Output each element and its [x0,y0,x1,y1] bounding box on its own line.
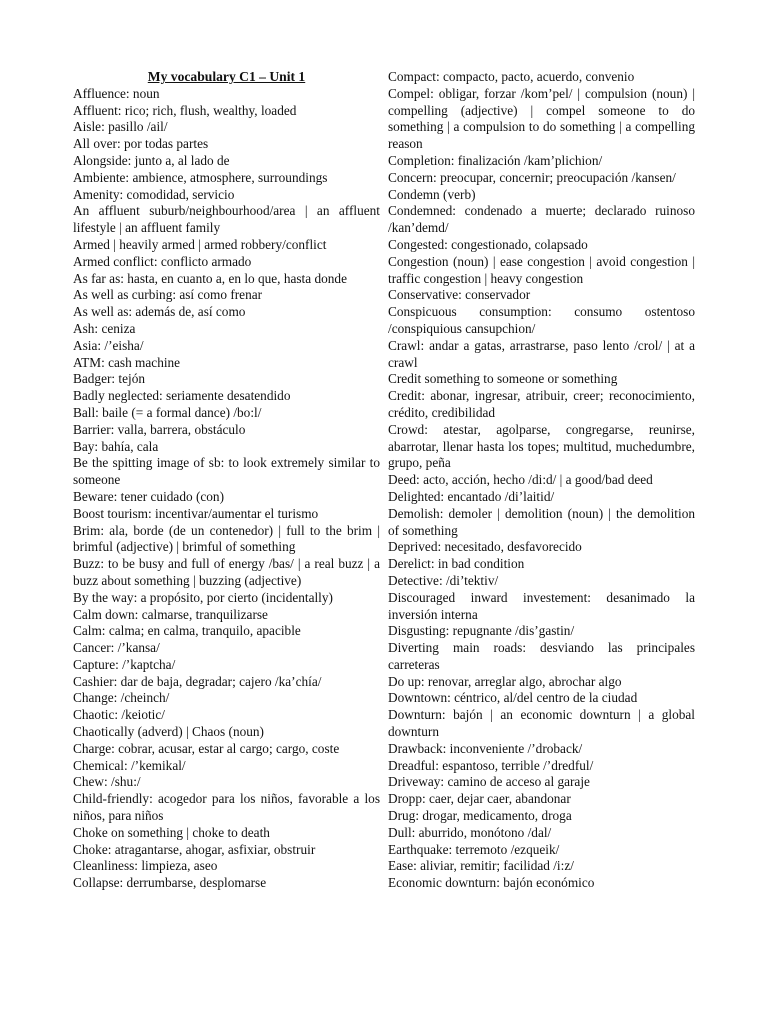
vocab-entry: Child-friendly: acogedor para los niños, favorable a los niños, para niños [73,791,380,824]
vocab-entry: Discouraged inward investement: desanimado la inversión interna [388,589,695,622]
vocab-entry: Change: /cheinch/ [73,690,170,706]
vocab-entry: Calm: calma; en calma, tranquilo, apacible [73,623,301,639]
vocab-entry: Capture: /’kaptcha/ [73,656,176,672]
vocab-entry: Beware: tener cuidado (con) [73,488,224,504]
vocab-entry: Cancer: /’kansa/ [73,640,160,656]
vocab-entry: Boost tourism: incentivar/aumentar el turismo [73,505,319,521]
vocab-entry: Affluence: noun [73,85,160,101]
vocab-entry: Dropp: caer, dejar caer, abandonar [388,791,571,807]
vocab-entry: Asia: /’eisha/ [73,337,144,353]
vocab-entry: Armed conflict: conflicto armado [73,253,252,269]
vocab-entry: Deed: acto, acción, hecho /di:d/ | a good/bad deed [388,472,653,488]
vocab-entry: Disgusting: repugnante /dis’gastin/ [388,623,575,639]
vocab-entry: As well as curbing: así como frenar [73,287,263,303]
vocab-entry: Brim: ala, borde (de un contenedor) | full to the brim | brimful (adjective) | brimful of something [73,522,380,555]
vocab-entry: Ball: baile (= a formal dance) /bo:l/ [73,404,262,420]
vocab-entry: Amenity: comodidad, servicio [73,186,235,202]
vocab-entry: Completion: finalización /kam’plichion/ [388,152,603,168]
vocab-entry: Ease: aliviar, remitir; facilidad /i:z/ [388,858,574,874]
vocab-entry: Congestion (noun) | ease congestion | avoid congestion | traffic congestion | heavy congestion [388,253,695,286]
vocab-entry: Chemical: /’kemikal/ [73,757,186,773]
vocab-entry: Compact: compacto, pacto, acuerdo, convenio [388,69,635,84]
vocab-entry: Credit something to someone or something [388,371,618,387]
vocab-entry: Calm down: calmarse, tranquilizarse [73,606,268,622]
vocab-entry: Compel: obligar, forzar /kom’pel/ | compulsion (noun) | compelling (adjective) | compel someone to do something | a compulsion to do something | a compelling reason [388,85,695,152]
vocab-entry: Be the spitting image of sb: to look extremely similar to someone [73,455,380,488]
vocab-entry: Detective: /di’tektiv/ [388,572,499,588]
vocab-entry: Do up: renovar, arreglar algo, abrochar algo [388,673,622,689]
vocab-entry: Cashier: dar de baja, degradar; cajero /ka’chía/ [73,673,322,689]
page-title: My vocabulary C1 – Unit 1 [147,69,306,84]
vocab-entry: Dreadful: espantoso, terrible /’dredful/ [388,757,594,773]
vocab-entry: Aisle: pasillo /ail/ [73,119,168,135]
vocab-entry: Ambiente: ambience, atmosphere, surroundings [73,169,328,185]
vocab-entry: Drug: drogar, medicamento, droga [388,808,572,824]
vocab-entry: Crowd: atestar, agolparse, congregarse, reunirse, abarrotar, llenar hasta los topes; multitud, muchedumbre, grupo, peña [388,421,695,471]
vocab-entry: Collapse: derrumbarse, desplomarse [73,875,267,891]
vocab-entry: Alongside: junto a, al lado de [73,152,230,168]
vocab-entry: Conservative: conservador [388,287,531,303]
vocab-entry: Choke: atragantarse, ahogar, asfixiar, obstruir [73,841,316,857]
vocab-entry: Condemned: condenado a muerte; declarado ruinoso /kan’demd/ [388,203,695,236]
vocab-entry: Barrier: valla, barrera, obstáculo [73,421,246,437]
vocab-entry: Delighted: encantado /di’laitid/ [388,488,555,504]
right-column [388,69,695,892]
vocab-entry: Ash: ceniza [73,320,136,336]
vocab-entry: Drawback: inconveniente /’droback/ [388,740,583,756]
vocab-entry: Charge: cobrar, acusar, estar al cargo; cargo, coste [73,740,340,756]
vocab-entry: Chew: /shu:/ [73,774,141,790]
vocab-entry: Earthquake: terremoto /ezqueik/ [388,841,560,857]
vocab-entry: Downturn: bajón | an economic downturn | a global downturn [388,707,695,740]
left-column [73,69,380,892]
vocab-entry: An affluent suburb/neighbourhood/area | an affluent lifestyle | an affluent family [73,203,380,236]
vocab-entry: Armed | heavily armed | armed robbery/conflict [73,236,327,252]
vocab-entry: All over: por todas partes [73,136,209,152]
vocab-entry: ATM: cash machine [73,354,181,370]
vocab-entry: Congested: congestionado, colapsado [388,236,588,252]
vocab-entry: Demolish: demoler | demolition (noun) | the demolition of something [388,505,695,538]
vocab-entry: Bay: bahía, cala [73,438,159,454]
vocab-entry: Conspicuous consumption: consumo ostentoso /conspiquious cansupchion/ [388,304,695,336]
vocab-entry: Badger: tejón [73,371,146,387]
vocab-entry: Cleanliness: limpieza, aseo [73,858,218,874]
vocab-entry: Affluent: rico; rich, flush, wealthy, loaded [73,102,297,118]
vocab-entry: Credit: abonar, ingresar, atribuir, creer; reconocimiento, crédito, credibilidad [388,388,695,420]
vocab-entry: Buzz: to be busy and full of energy /bas/ | a real buzz | a buzz about something | buzzing (adjective) [73,556,380,588]
vocab-entry: As well as: además de, así como [73,304,246,320]
vocab-entry: Chaotically (adverd) | Chaos (noun) [73,724,264,740]
vocab-entry: Derelict: in bad condition [388,556,525,572]
vocab-entry: Driveway: camino de acceso al garaje [388,774,590,790]
vocab-entry: Badly neglected: seriamente desatendido [73,388,291,404]
vocab-entry: Dull: aburrido, monótono /dal/ [388,824,552,840]
vocab-entry: Concern: preocupar, concernir; preocupación /kansen/ [388,169,676,185]
vocab-entry: By the way: a propósito, por cierto (incidentally) [73,589,333,605]
vocab-entry: Choke on something | choke to death [73,824,270,840]
vocab-entry: Condemn (verb) [388,186,476,202]
vocab-entry: As far as: hasta, en cuanto a, en lo que, hasta donde [73,270,347,286]
vocab-entry: Downtown: céntrico, al/del centro de la ciudad [388,690,638,706]
vocab-entry: Chaotic: /keiotic/ [73,707,165,723]
vocab-entry: Crawl: andar a gatas, arrastrarse, paso lento /crol/ | at a crawl [388,337,695,370]
vocab-entry: Economic downturn: bajón económico [388,875,595,891]
vocab-entry: Diverting main roads: desviando las principales carreteras [388,640,695,672]
vocab-entry: Deprived: necesitado, desfavorecido [388,539,582,555]
